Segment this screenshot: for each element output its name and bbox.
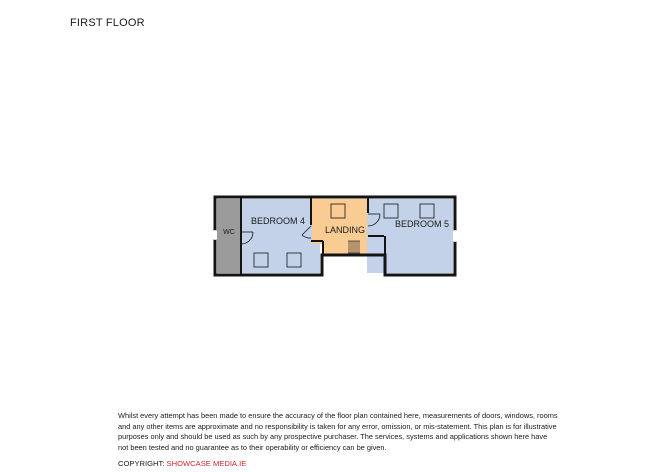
landing-strip <box>320 199 323 244</box>
copyright-line <box>118 459 246 468</box>
copyright-label: COPYRIGHT: <box>118 459 167 468</box>
wc-room <box>217 199 241 273</box>
landing-label: LANDING <box>324 225 366 235</box>
bedroom-4-label: BEDROOM 4 <box>250 216 306 226</box>
bedroom-5-label: BEDROOM 5 <box>394 219 450 229</box>
bedroom-4-room <box>241 199 320 273</box>
disclaimer-text: Whilst every attempt has been made to ensure the accuracy of the floor plan contained here, measurements of doors, windows, rooms and any other items are approximate and no responsibility is taken for any error, omission, or mis-statement. This plan is for illustrative purposes only and should be used as such by any prospective purchaser. The services, systems and applications shown here have not been tested and no guarantee as to their operability or efficiency can be given. <box>118 411 558 452</box>
wc-label: WC <box>223 229 235 236</box>
copyright-brand: SHOWCASE MEDIA.IE <box>166 459 247 468</box>
floor-title: FIRST FLOOR <box>70 17 145 29</box>
